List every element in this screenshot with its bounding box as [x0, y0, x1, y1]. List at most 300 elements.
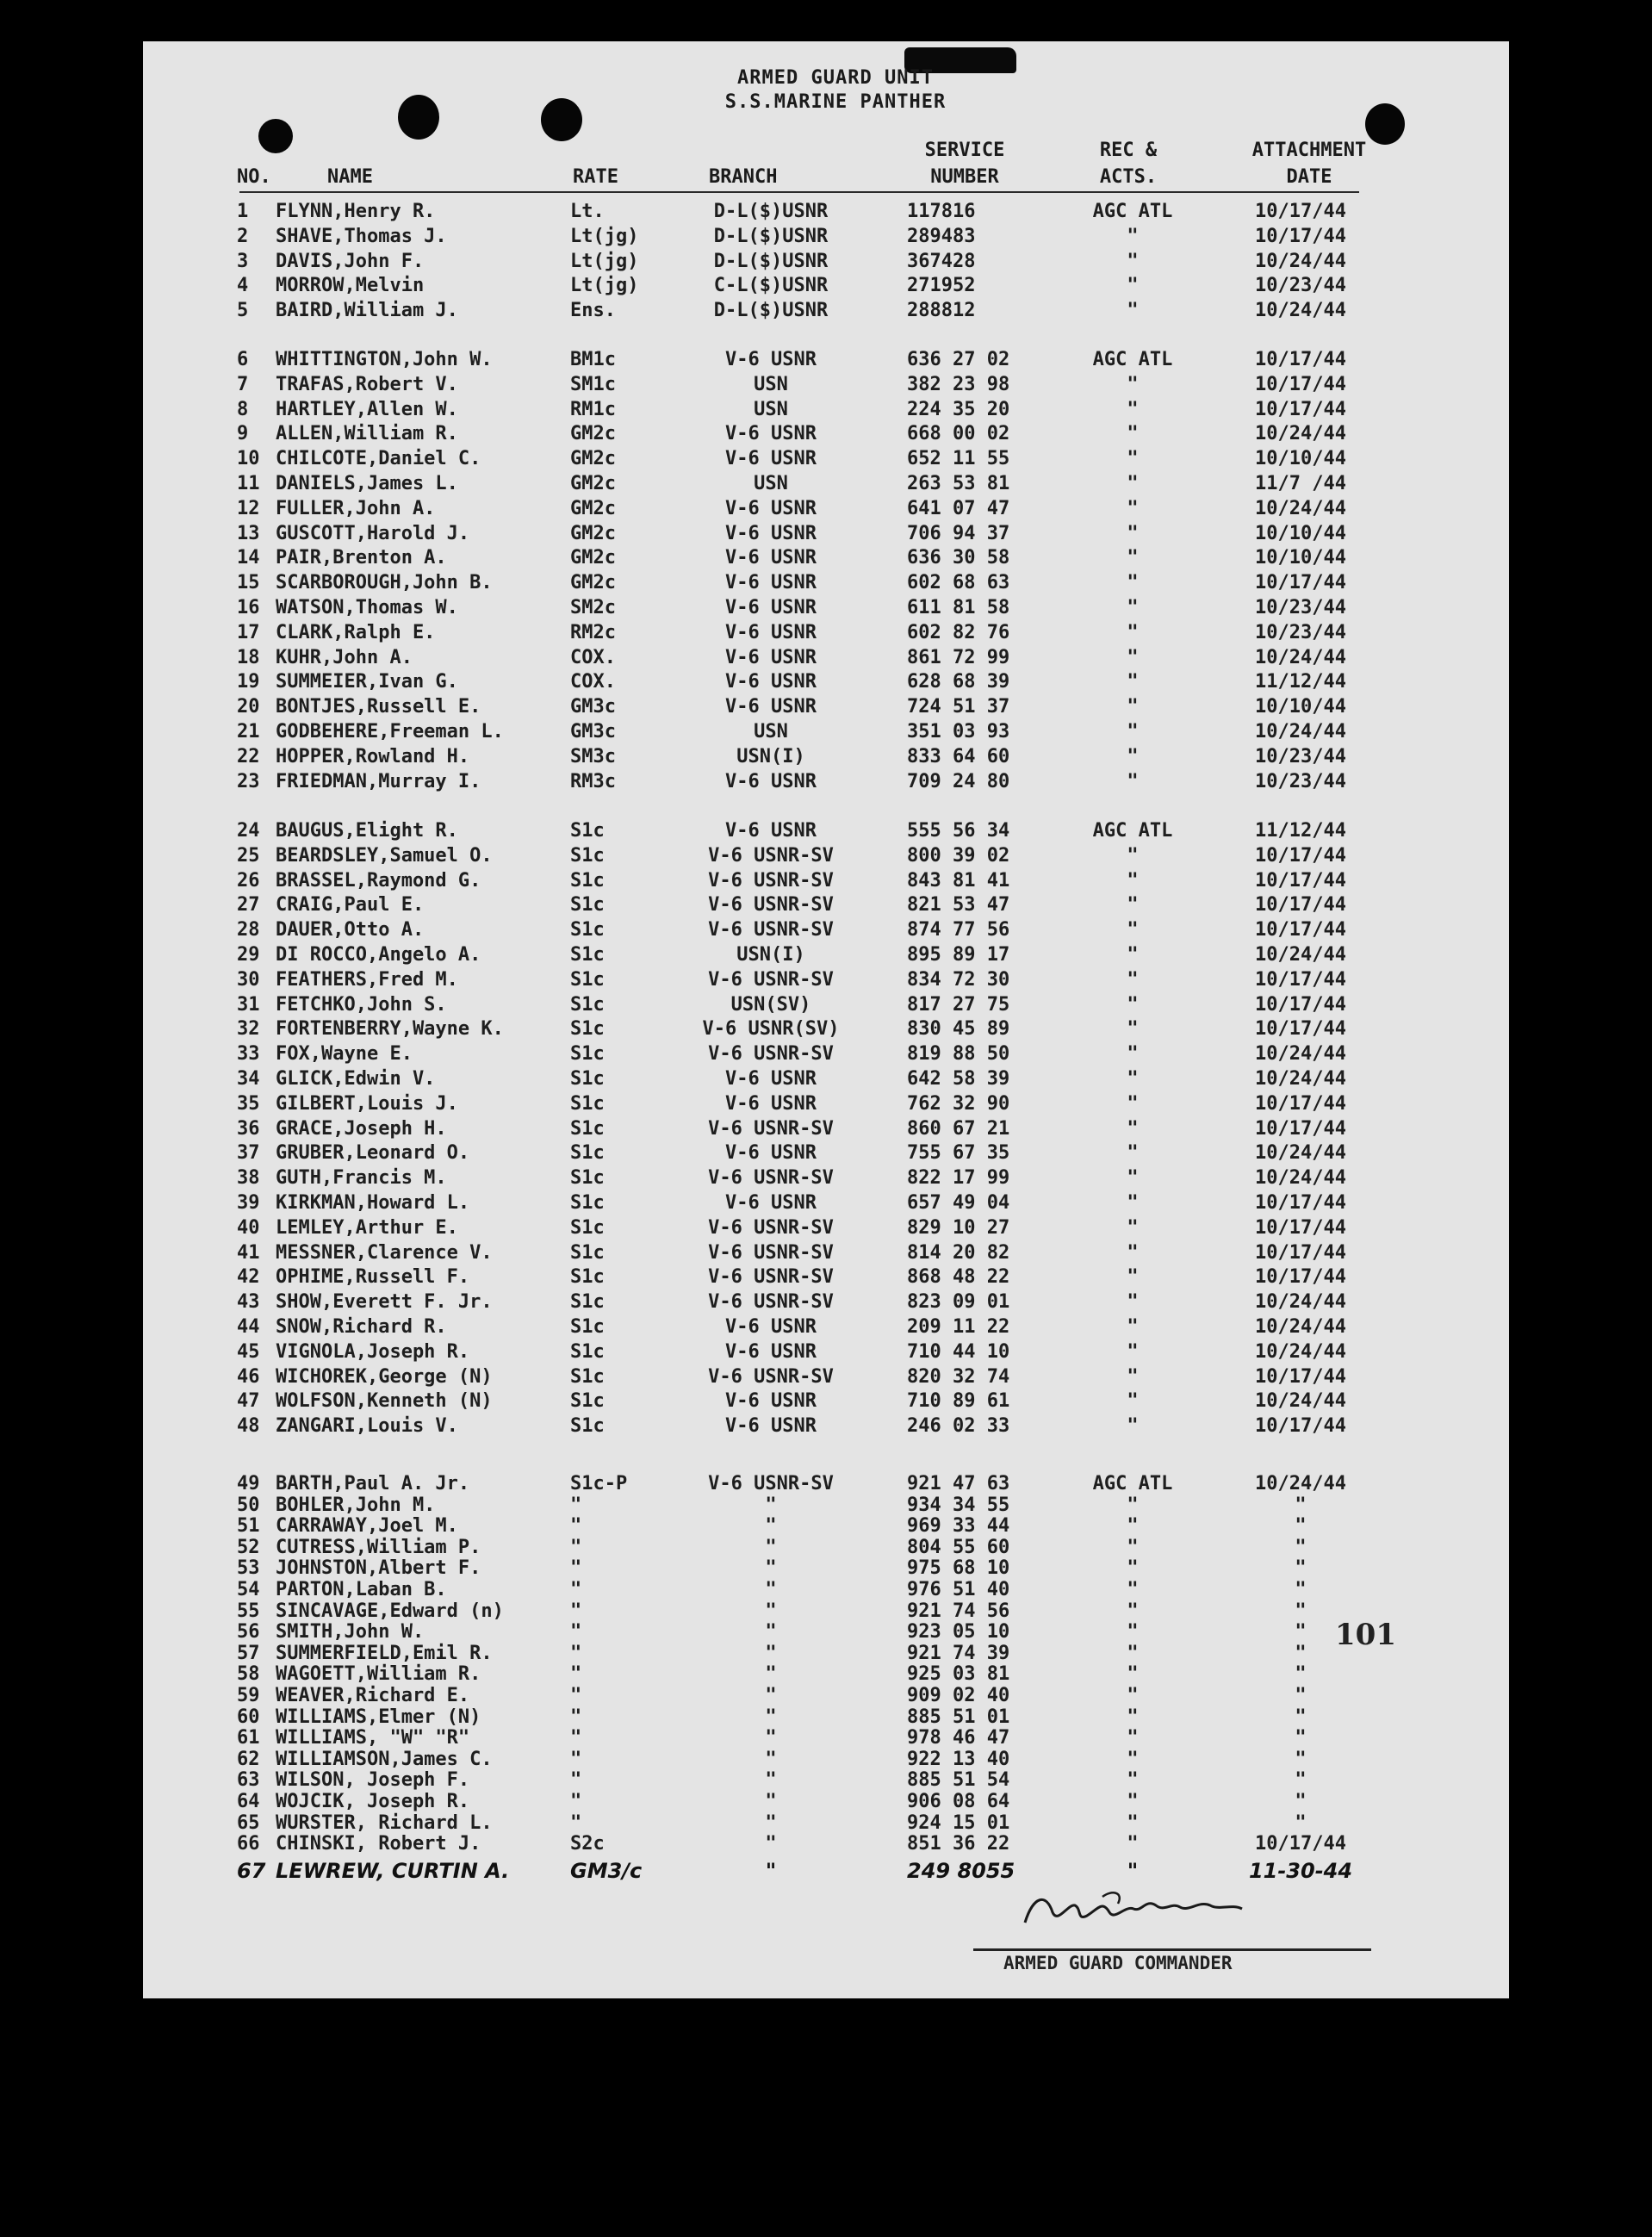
row-branch: V-6 USNR-SV [708, 1291, 834, 1314]
row-number: 11 [237, 473, 260, 494]
row-rate: S1c [570, 1167, 605, 1190]
row-rate: S1c [570, 1192, 605, 1214]
row-rate: COX. [570, 671, 616, 693]
table-row [0, 522, 1652, 546]
row-service-number: 351 03 93 [907, 721, 1010, 743]
row-service-number: 934 34 55 [907, 1494, 1010, 1516]
row-service-number: 885 51 01 [907, 1706, 1010, 1728]
row-number: 14 [237, 547, 260, 569]
row-attachment-date: " [1295, 1600, 1307, 1622]
table-row [0, 1191, 1652, 1215]
col-branch: BRANCH [709, 166, 778, 188]
row-number: 26 [237, 869, 260, 892]
row-service-number: 922 13 40 [907, 1748, 1010, 1770]
row-number: 49 [237, 1473, 260, 1494]
row-rec-acts: " [1127, 1748, 1139, 1770]
row-rec-acts: " [1127, 1515, 1139, 1538]
row-branch: USN [754, 721, 788, 743]
row-number: 21 [237, 721, 260, 743]
row-number: 41 [237, 1241, 260, 1264]
row-rate: RM1c [570, 398, 616, 420]
row-name: FETCHKO,John S. [276, 993, 447, 1016]
row-name: GUSCOTT,Harold J. [276, 522, 470, 544]
row-rec-acts: " [1127, 1390, 1139, 1413]
row-attachment-date: " [1295, 1642, 1307, 1664]
row-name: WICHOREK,George (N) [276, 1365, 493, 1388]
row-number: 54 [237, 1579, 260, 1600]
row-attachment-date: 10/24/44 [1255, 1390, 1346, 1413]
row-name: JOHNSTON,Albert F. [276, 1557, 481, 1580]
row-rec-acts: " [1127, 547, 1139, 569]
row-number: 55 [237, 1600, 260, 1622]
row-service-number: 762 32 90 [907, 1092, 1010, 1115]
row-service-number: 117816 [907, 201, 976, 222]
row-service-number: 925 03 81 [907, 1663, 1010, 1686]
table-row [0, 373, 1652, 397]
row-attachment-date: 10/17/44 [1255, 968, 1346, 991]
row-name: SNOW,Richard R. [276, 1316, 447, 1338]
row-name: CUTRESS,William P. [276, 1536, 481, 1558]
row-rec-acts: " [1127, 1291, 1139, 1314]
row-service-number: 868 48 22 [907, 1266, 1010, 1289]
row-branch: V-6 USNR [725, 572, 817, 594]
row-branch: " [765, 1748, 777, 1770]
table-row [0, 720, 1652, 744]
row-number: 56 [237, 1621, 260, 1644]
row-rate: " [570, 1621, 582, 1644]
row-number: 51 [237, 1515, 260, 1538]
row-name: BOHLER,John M. [276, 1494, 436, 1516]
table-row [0, 968, 1652, 992]
table-row [0, 546, 1652, 570]
row-attachment-date: 10/23/44 [1255, 597, 1346, 618]
row-branch: V-6 USNR [725, 671, 817, 693]
row-rate: S1c [570, 1415, 605, 1438]
row-service-number: 921 74 56 [907, 1600, 1010, 1622]
row-branch: V-6 USNR [725, 448, 817, 470]
row-number: 43 [237, 1291, 260, 1314]
row-rec-acts: " [1127, 423, 1139, 445]
row-branch: V-6 USNR-SV [708, 1266, 834, 1289]
row-attachment-date: 10/24/44 [1255, 1142, 1346, 1165]
table-row [0, 869, 1652, 893]
row-branch: " [765, 1833, 777, 1855]
row-number: 22 [237, 745, 260, 767]
row-number: 47 [237, 1390, 260, 1413]
row-rate: S1c [570, 1316, 605, 1338]
table-row [0, 348, 1652, 372]
row-rate: RM2c [570, 621, 616, 643]
row-rate: " [570, 1791, 582, 1812]
row-name: BEARDSLEY,Samuel O. [276, 844, 493, 867]
row-service-number: 823 09 01 [907, 1291, 1010, 1314]
row-rate: GM3/c [570, 1858, 643, 1883]
row-number: 31 [237, 993, 260, 1016]
row-attachment-date: 10/17/44 [1255, 1241, 1346, 1264]
row-branch: " [765, 1600, 777, 1622]
signature-line [973, 1948, 1371, 1951]
row-service-number: 817 27 75 [907, 993, 1010, 1016]
row-rec-acts: " [1127, 696, 1139, 718]
row-service-number: 641 07 47 [907, 497, 1010, 519]
row-service-number: 706 94 37 [907, 522, 1010, 544]
row-branch: V-6 USNR [725, 423, 817, 445]
row-rec-acts: " [1127, 373, 1139, 395]
table-row [0, 745, 1652, 769]
row-branch: V-6 USNR [725, 1415, 817, 1438]
row-rate: S1c [570, 1117, 605, 1140]
table-row [0, 1216, 1652, 1240]
row-attachment-date: " [1295, 1811, 1307, 1834]
row-rec-acts: " [1127, 1579, 1139, 1600]
row-branch: " [765, 1727, 777, 1749]
row-name: DI ROCCO,Angelo A. [276, 944, 481, 966]
row-rec-acts: " [1127, 1415, 1139, 1438]
row-branch: V-6 USNR-SV [708, 869, 834, 892]
table-row [0, 621, 1652, 645]
table-row [0, 1017, 1652, 1041]
row-name: WAGOETT,William R. [276, 1663, 481, 1686]
row-branch: " [765, 1579, 777, 1600]
row-branch: V-6 USNR(SV) [702, 1018, 840, 1041]
table-row [0, 695, 1652, 719]
col-rate: RATE [573, 166, 618, 188]
row-rate: SM3c [570, 745, 616, 767]
row-rec-acts: " [1127, 473, 1139, 494]
table-row [0, 1859, 1652, 1883]
table-row [0, 1365, 1652, 1389]
row-service-number: 909 02 40 [907, 1685, 1010, 1706]
row-name: LEMLEY,Arthur E. [276, 1216, 458, 1239]
row-number: 27 [237, 894, 260, 917]
row-number: 67 [237, 1858, 266, 1883]
row-attachment-date: 10/17/44 [1255, 894, 1346, 917]
row-number: 16 [237, 597, 260, 618]
row-name: GUTH,Francis M. [276, 1167, 447, 1190]
table-row [0, 1414, 1652, 1439]
table-row [0, 1290, 1652, 1314]
row-attachment-date: " [1295, 1748, 1307, 1770]
row-attachment-date: 10/17/44 [1255, 201, 1346, 222]
row-attachment-date: 10/24/44 [1255, 1167, 1346, 1190]
row-rec-acts: " [1127, 1241, 1139, 1264]
row-attachment-date: " [1295, 1791, 1307, 1812]
row-attachment-date: 10/17/44 [1255, 1117, 1346, 1140]
row-rate: S1c [570, 1291, 605, 1314]
row-rec-acts: " [1127, 1706, 1139, 1728]
row-rec-acts: " [1127, 1092, 1139, 1115]
row-branch: " [765, 1706, 777, 1728]
row-number: 46 [237, 1365, 260, 1388]
row-rate: " [570, 1494, 582, 1516]
commander-signature [973, 1886, 1301, 1929]
row-number: 25 [237, 844, 260, 867]
row-number: 65 [237, 1811, 260, 1834]
table-row [0, 1141, 1652, 1165]
row-service-number: 710 89 61 [907, 1390, 1010, 1413]
row-rec-acts: " [1127, 894, 1139, 917]
table-row [0, 200, 1652, 224]
row-branch: " [765, 1494, 777, 1516]
row-rate: " [570, 1811, 582, 1834]
row-service-number: 636 30 58 [907, 547, 1010, 569]
row-branch: V-6 USNR-SV [708, 1117, 834, 1140]
row-number: 18 [237, 646, 260, 668]
row-attachment-date: 10/17/44 [1255, 398, 1346, 420]
table-row [0, 993, 1652, 1017]
row-rate: " [570, 1579, 582, 1600]
row-attachment-date: 10/24/44 [1255, 1291, 1346, 1314]
row-attachment-date: 10/10/44 [1255, 547, 1346, 569]
row-rate: S1c [570, 968, 605, 991]
row-number: 28 [237, 919, 260, 941]
row-attachment-date: 10/17/44 [1255, 844, 1346, 867]
row-attachment-date: 10/24/44 [1255, 1068, 1346, 1090]
table-row [0, 274, 1652, 298]
row-rec-acts: " [1127, 770, 1139, 792]
row-rec-acts: " [1127, 300, 1139, 322]
row-attachment-date: 11/12/44 [1255, 820, 1346, 842]
row-rate: " [570, 1600, 582, 1622]
row-branch: V-6 USNR-SV [708, 1241, 834, 1264]
row-service-number: 652 11 55 [907, 448, 1010, 470]
row-service-number: 249 8055 [907, 1858, 1015, 1883]
row-name: GRACE,Joseph H. [276, 1117, 447, 1140]
row-rec-acts: " [1127, 1536, 1139, 1558]
row-number: 24 [237, 820, 260, 842]
row-attachment-date: 10/10/44 [1255, 522, 1346, 544]
col-no: NO. [237, 166, 271, 188]
row-number: 64 [237, 1791, 260, 1812]
ship-name: S.S.MARINE PANTHER [724, 91, 947, 113]
row-service-number: 830 45 89 [907, 1018, 1010, 1041]
row-number: 30 [237, 968, 260, 991]
row-name: GLICK,Edwin V. [276, 1068, 436, 1090]
row-name: FRIEDMAN,Murray I. [276, 770, 481, 792]
row-rate: Lt(jg) [570, 250, 639, 272]
row-branch: V-6 USNR [725, 696, 817, 718]
row-number: 2 [237, 225, 249, 247]
col-attach-bottom: DATE [1286, 166, 1332, 188]
row-name: FEATHERS,Fred M. [276, 968, 458, 991]
row-service-number: 975 68 10 [907, 1557, 1010, 1580]
row-rec-acts: " [1127, 1043, 1139, 1066]
row-service-number: 710 44 10 [907, 1340, 1010, 1363]
row-rate: Lt(jg) [570, 275, 639, 297]
row-name: CHINSKI, Robert J. [276, 1833, 481, 1855]
row-attachment-date: 10/24/44 [1255, 423, 1346, 445]
row-service-number: 874 77 56 [907, 919, 1010, 941]
row-attachment-date: 10/24/44 [1255, 497, 1346, 519]
row-rec-acts: " [1127, 1167, 1139, 1190]
row-rate: S1c [570, 820, 605, 842]
row-rate: COX. [570, 646, 616, 668]
row-rate: " [570, 1642, 582, 1664]
table-row [0, 225, 1652, 249]
table-row [0, 250, 1652, 274]
row-name: PAIR,Brenton A. [276, 547, 447, 569]
row-name: DANIELS,James L. [276, 473, 458, 494]
row-service-number: 906 08 64 [907, 1791, 1010, 1812]
row-rec-acts: " [1127, 597, 1139, 618]
table-row [0, 571, 1652, 595]
row-branch: V-6 USNR-SV [708, 1473, 834, 1494]
row-attachment-date: 10/24/44 [1255, 721, 1346, 743]
row-service-number: 263 53 81 [907, 473, 1010, 494]
row-name: FULLER,John A. [276, 497, 436, 519]
row-attachment-date: " [1295, 1536, 1307, 1558]
row-service-number: 969 33 44 [907, 1515, 1010, 1538]
row-name: WHITTINGTON,John W. [276, 349, 493, 370]
row-number: 60 [237, 1706, 260, 1728]
row-rec-acts: " [1127, 1557, 1139, 1580]
row-rec-acts: " [1127, 1365, 1139, 1388]
row-number: 20 [237, 696, 260, 718]
row-number: 34 [237, 1068, 260, 1090]
row-rate: " [570, 1769, 582, 1792]
row-name: SHOW,Everett F. Jr. [276, 1291, 493, 1314]
row-branch: V-6 USNR [725, 621, 817, 643]
row-branch: " [765, 1791, 777, 1812]
row-rec-acts: " [1127, 1811, 1139, 1834]
row-rec-acts: AGC ATL [1092, 201, 1173, 222]
row-service-number: 668 00 02 [907, 423, 1010, 445]
unit-title: ARMED GUARD UNIT [737, 67, 934, 89]
row-rate: S1c [570, 1241, 605, 1264]
row-branch: " [765, 1811, 777, 1834]
row-rate: RM3c [570, 770, 616, 792]
row-service-number: 246 02 33 [907, 1415, 1010, 1438]
row-rate: Ens. [570, 300, 616, 322]
row-rec-acts: " [1127, 844, 1139, 867]
row-rate: S1c [570, 1365, 605, 1388]
row-branch: " [765, 1685, 777, 1706]
row-name: BONTJES,Russell E. [276, 696, 481, 718]
row-attachment-date: 10/24/44 [1255, 1043, 1346, 1066]
table-row [0, 497, 1652, 521]
row-service-number: 636 27 02 [907, 349, 1010, 370]
table-row [0, 770, 1652, 794]
row-attachment-date: " [1295, 1685, 1307, 1706]
row-name: VIGNOLA,Joseph R. [276, 1340, 470, 1363]
row-rec-acts: " [1127, 671, 1139, 693]
row-service-number: 921 47 63 [907, 1473, 1010, 1494]
row-branch: V-6 USNR [725, 547, 817, 569]
table-row [0, 943, 1652, 967]
row-number: 1 [237, 201, 249, 222]
signature-caption: ARMED GUARD COMMANDER [1003, 1953, 1233, 1973]
row-rec-acts: " [1127, 572, 1139, 594]
row-number: 42 [237, 1266, 260, 1289]
row-rec-acts: " [1127, 1727, 1139, 1749]
row-rec-acts: AGC ATL [1092, 349, 1173, 370]
row-attachment-date: 10/17/44 [1255, 225, 1346, 247]
row-attachment-date: 10/23/44 [1255, 621, 1346, 643]
row-service-number: 628 68 39 [907, 671, 1010, 693]
row-name: LEWREW, CURTIN A. [276, 1858, 510, 1883]
row-attachment-date: 10/24/44 [1255, 1316, 1346, 1338]
row-service-number: 860 67 21 [907, 1117, 1010, 1140]
table-row [0, 596, 1652, 620]
col-rec-top: REC & [1099, 140, 1158, 161]
row-attachment-date: 10/17/44 [1255, 1216, 1346, 1239]
row-name: BRASSEL,Raymond G. [276, 869, 481, 892]
row-number: 53 [237, 1557, 260, 1580]
row-number: 3 [237, 250, 249, 272]
row-branch: V-6 USNR-SV [708, 1167, 834, 1190]
row-number: 8 [237, 398, 249, 420]
row-attachment-date: 10/17/44 [1255, 572, 1346, 594]
row-branch: D-L($)USNR [713, 201, 829, 222]
row-name: KUHR,John A. [276, 646, 413, 668]
row-branch: V-6 USNR [725, 1390, 817, 1413]
row-rate: Lt(jg) [570, 225, 639, 247]
row-branch: V-6 USNR-SV [708, 1043, 834, 1066]
col-attach-top: ATTACHMENT [1251, 140, 1367, 161]
col-name: NAME [327, 166, 373, 188]
row-rate: S1c [570, 1216, 605, 1239]
row-branch: D-L($)USNR [713, 300, 829, 322]
row-name: DAVIS,John F. [276, 250, 425, 272]
row-service-number: 800 39 02 [907, 844, 1010, 867]
row-service-number: 814 20 82 [907, 1241, 1010, 1264]
row-branch: USN [754, 373, 788, 395]
row-rec-acts: " [1127, 1833, 1139, 1855]
row-rec-acts: " [1127, 1266, 1139, 1289]
row-rate: SM1c [570, 373, 616, 395]
row-branch: " [765, 1642, 777, 1664]
row-rate: GM2c [570, 497, 616, 519]
row-service-number: 822 17 99 [907, 1167, 1010, 1190]
table-row [0, 670, 1652, 694]
row-name: HOPPER,Rowland H. [276, 745, 470, 767]
row-attachment-date: 10/17/44 [1255, 1415, 1346, 1438]
row-rec-acts: " [1127, 1340, 1139, 1363]
row-number: 44 [237, 1316, 260, 1338]
row-name: SUMMERFIELD,Emil R. [276, 1642, 493, 1664]
row-rec-acts: " [1127, 1858, 1139, 1883]
row-name: WOLFSON,Kenneth (N) [276, 1390, 493, 1413]
row-number: 19 [237, 671, 260, 693]
row-name: FLYNN,Henry R. [276, 201, 436, 222]
row-name: ALLEN,William R. [276, 423, 458, 445]
row-rec-acts: " [1127, 1142, 1139, 1165]
row-branch: V-6 USNR-SV [708, 894, 834, 917]
row-number: 59 [237, 1685, 260, 1706]
row-name: GODBEHERE,Freeman L. [276, 721, 504, 743]
row-attachment-date: 10/17/44 [1255, 1018, 1346, 1041]
row-attachment-date: 10/17/44 [1255, 1833, 1346, 1855]
row-branch: V-6 USNR [725, 1316, 817, 1338]
row-rec-acts: " [1127, 869, 1139, 892]
row-rec-acts: " [1127, 745, 1139, 767]
table-row [0, 472, 1652, 496]
row-number: 57 [237, 1642, 260, 1664]
col-service-bottom: NUMBER [930, 166, 999, 188]
row-branch: V-6 USNR-SV [708, 1365, 834, 1388]
row-attachment-date: 10/10/44 [1255, 696, 1346, 718]
row-rate: GM2c [570, 448, 616, 470]
table-row [0, 1832, 1652, 1856]
row-rate: " [570, 1515, 582, 1538]
row-name: WURSTER, Richard L. [276, 1811, 493, 1834]
row-rate: S1c [570, 1390, 605, 1413]
row-branch: V-6 USNR-SV [708, 968, 834, 991]
row-attachment-date: 10/17/44 [1255, 993, 1346, 1016]
row-name: MORROW,Melvin [276, 275, 425, 297]
row-service-number: 224 35 20 [907, 398, 1010, 420]
row-name: CLARK,Ralph E. [276, 621, 436, 643]
